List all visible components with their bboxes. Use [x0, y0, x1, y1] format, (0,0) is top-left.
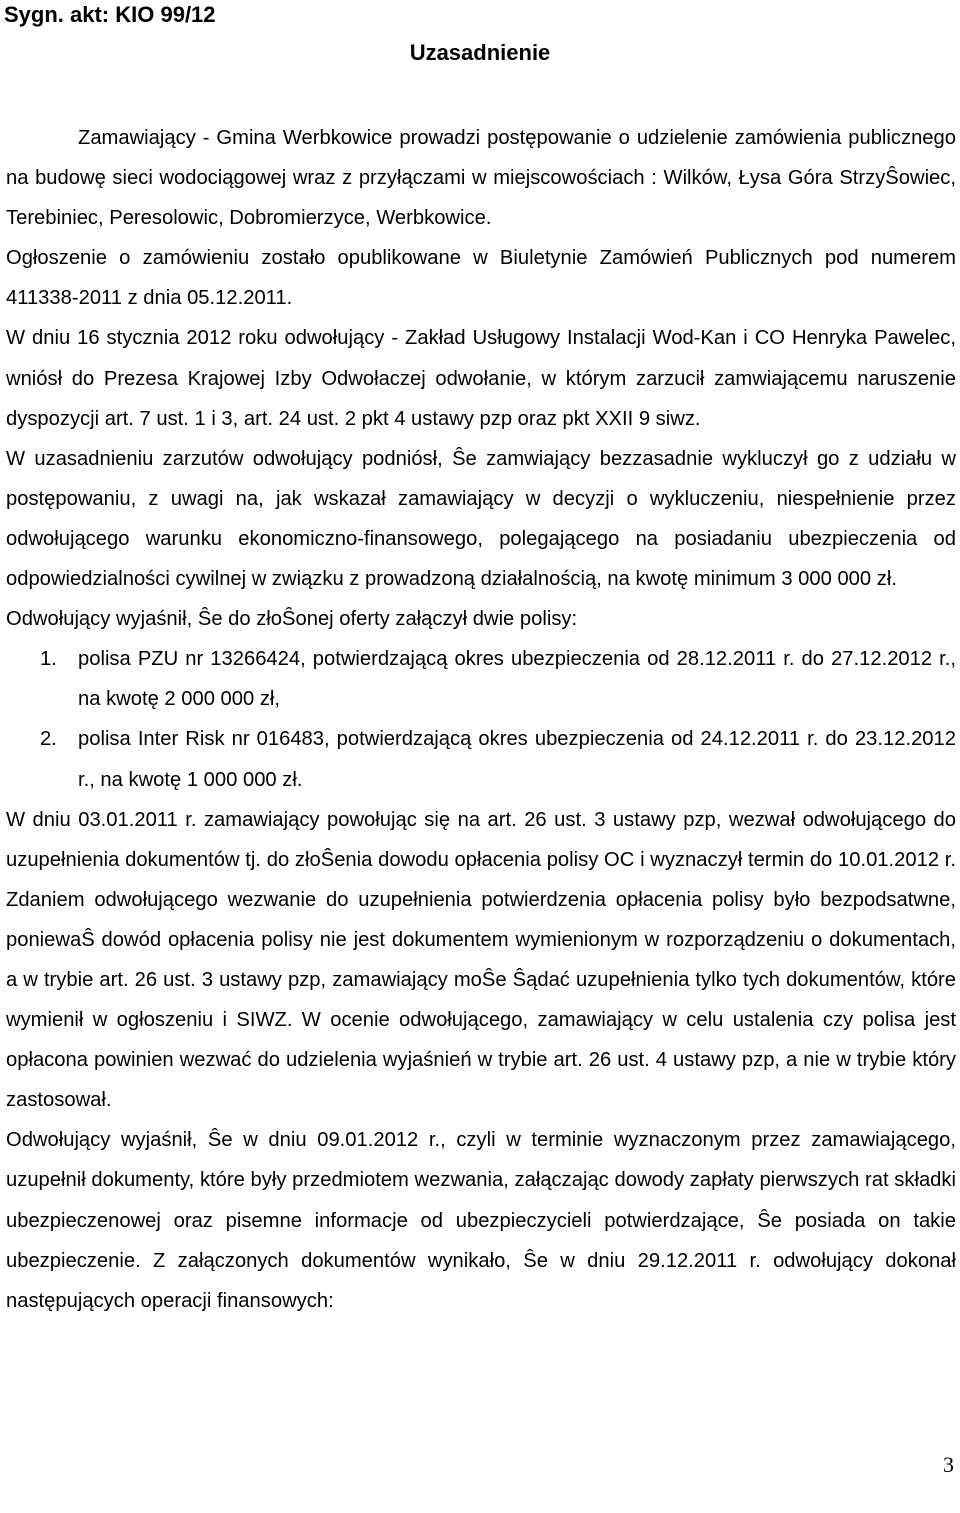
- list-item: [6, 719, 956, 799]
- list-item-text: polisa PZU nr 13266424, potwierdzającą okres ubezpieczenia od 28.12.2011 r. do 27.12.2012 r., na kwotę 2 000 000 zł,: [78, 648, 956, 711]
- list-item-number: 1.: [40, 648, 57, 671]
- list-item-text: polisa Inter Risk nr 016483, potwierdzającą okres ubezpieczenia od 24.12.2011 r. do 23.12.2012 r., na kwotę 1 000 000 zł.: [78, 728, 956, 791]
- page-number: 3: [943, 1452, 954, 1477]
- paragraph-announcement: Ogłoszenie o zamówieniu zostało opublikowane w Biuletynie Zamówień Publicznych pod numerem 411338-2011 z dnia 05.12.2011.: [6, 247, 956, 310]
- paragraph-grounds: W uzasadnieniu zarzutów odwołujący podniósł, Ŝe zamwiający bezzasadnie wykluczył go z udziału w postępowaniu, z uwagi na, jak wskazał zamawiający w decyzji o wykluczeniu, niespełnienie przez odwołującego warunku ekonomiczno-finansowego, polegającego na posiadaniu ubezpieczenia od odpowiedzialności cywilnej w związku z prowadzoną działalnością, na kwotę minimum 3 000 000 zł.: [6, 447, 956, 591]
- case-reference: Sygn. akt: KIO 99/12: [4, 2, 216, 27]
- paragraph-policies-intro: Odwołujący wyjaśnił, Ŝe do złoŜonej oferty załączył dwie polisy:: [6, 608, 578, 631]
- document-body: [6, 118, 956, 1321]
- paragraph-summons: W dniu 03.01.2011 r. zamawiający powołując się na art. 26 ust. 3 ustawy pzp, wezwał odwołującego do uzupełnienia dokumentów tj. do złoŜenia dowodu opłacenia polisy OC i wyznaczył termin do 10.01.2012 r. Zdaniem odwołującego wezwanie do uzupełnienia potwierdzenia opłacenia polisy było bezpodsatwne, poniewaŜ dowód opłacenia polisy nie jest dokumentem wymienionym w rozporządzeniu o dokumentach, a w trybie art. 26 ust. 3 ustawy pzp, zamawiający moŜe Ŝądać uzupełnienia tylko tych dokumentów, które wymienił w ogłoszeniu i SIWZ. W ocenie odwołującego, zamawiający w celu ustalenia czy polisa jest opłacona powinien wezwać do udzielenia wyjaśnień w trybie art. 26 ust. 4 ustawy pzp, a nie w trybie który zastosował.: [6, 808, 956, 1112]
- list-item: [6, 639, 956, 719]
- paragraph-intro: Zamawiający - Gmina Werbkowice prowadzi postępowanie o udzielenie zamówienia publicznego na budowę sieci wodociągowej wraz z przyłączami w miejscowościach : Wilków, Łysa Góra StrzyŜowiec, Terebiniec, Peresolowic, Dobromierzyce, Werbkowice.: [6, 127, 956, 230]
- paragraph-supplement: Odwołujący wyjaśnił, Ŝe w dniu 09.01.2012 r., czyli w terminie wyznaczonym przez zamawiającego, uzupełnił dokumenty, które były przedmiotem wezwania, załączając dowody zapłaty pierwszych rat składki ubezpieczenowej oraz pisemne informacje od ubezpieczycieli potwierdzające, Ŝe posiada on takie ubezpieczenie. Z załączonych dokumentów wynikało, Ŝe w dniu 29.12.2011 r. odwołujący dokonał następujących operacji finansowych:: [6, 1129, 956, 1312]
- policy-list: [6, 639, 956, 799]
- list-item-number: 2.: [40, 728, 57, 751]
- paragraph-appeal: W dniu 16 stycznia 2012 roku odwołujący - Zakład Usługowy Instalacji Wod-Kan i CO Henryka Pawelec, wniósł do Prezesa Krajowej Izby Odwołaczej odwołanie, w którym zarzucił zamwiającemu naruszenie dyspozycji art. 7 ust. 1 i 3, art. 24 ust. 2 pkt 4 ustawy pzp oraz pkt XXII 9 siwz.: [6, 327, 956, 430]
- document-title: Uzasadnienie: [409, 40, 551, 65]
